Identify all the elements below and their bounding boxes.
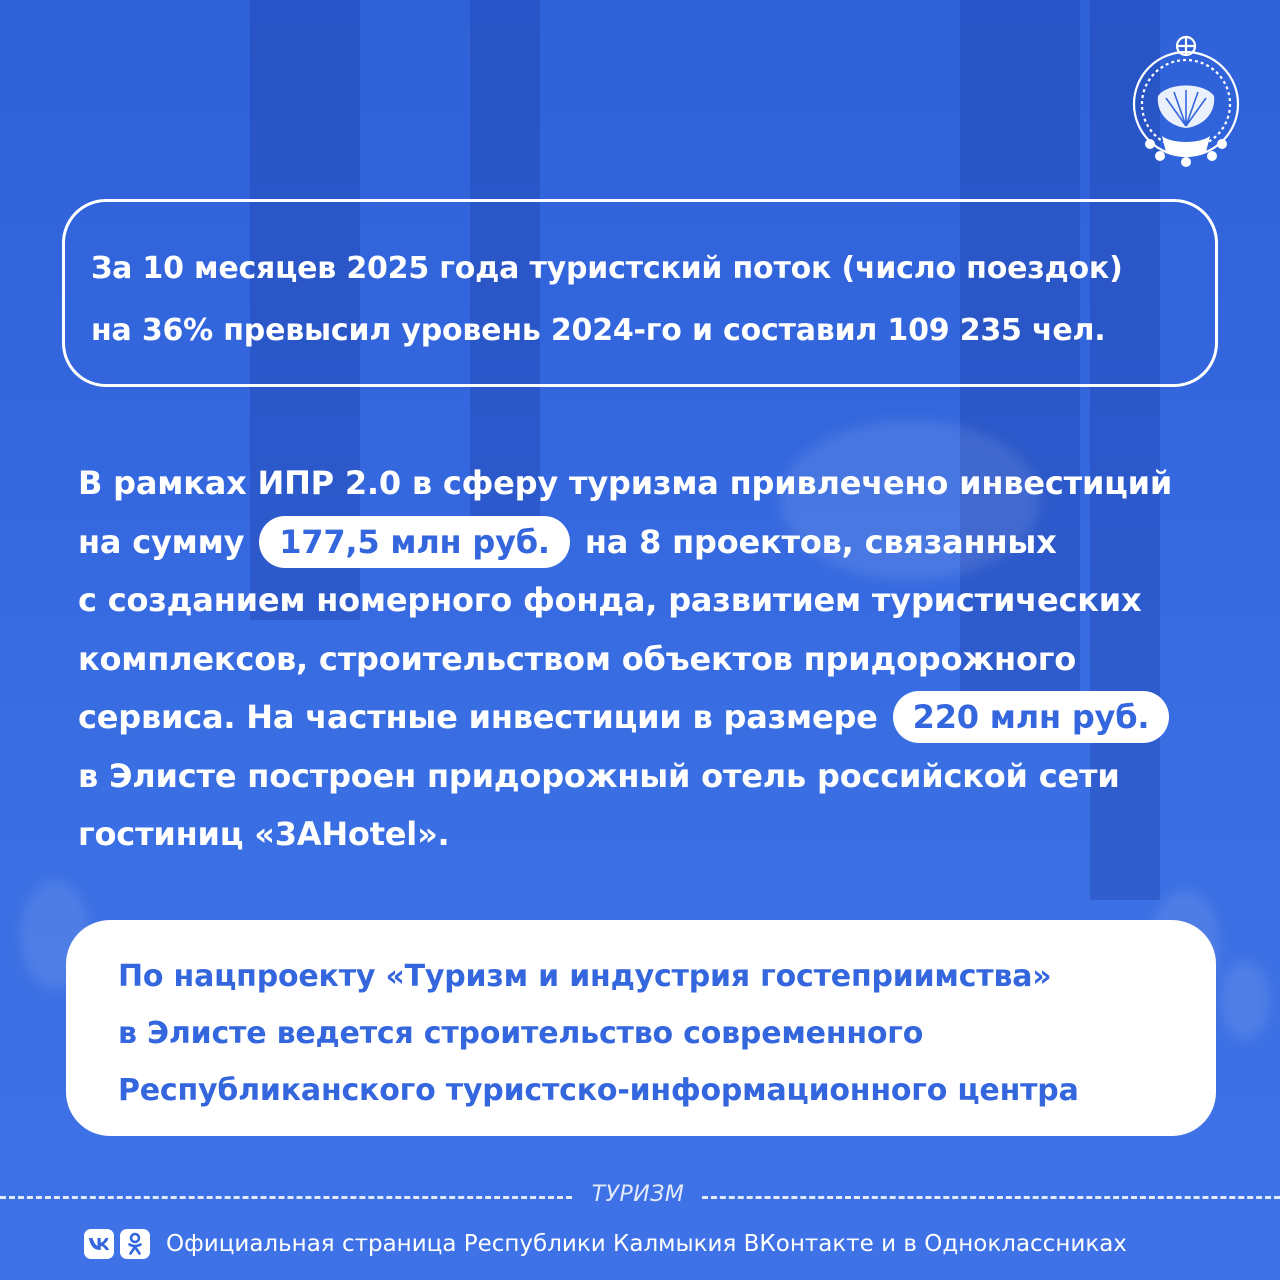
footer-text: Официальная страница Республики Калмыкия ВКонтакте и в Одноклассниках	[166, 1231, 1127, 1257]
investment-line-7: гостиниц «3AHotel».	[78, 815, 450, 853]
national-project-line-1: По нацпроекту «Туризм и индустрия гостеприимства»	[118, 959, 1052, 994]
investment-line-3: с созданием номерного фонда, развитием туристических	[78, 581, 1142, 619]
national-project-line-3: Республиканского туристско-информационного центра	[118, 1073, 1079, 1108]
tourist-flow-line-2: на 36% превысил уровень 2024-го и составил 109 235 чел.	[91, 313, 1106, 348]
investment-line-6: в Элисте построен придорожный отель российской сети	[78, 756, 1120, 795]
tourist-flow-box	[62, 199, 1218, 387]
highlight-amount-2: 220 млн руб.	[893, 691, 1170, 743]
footer	[84, 1226, 1127, 1262]
investment-line-1: В рамках ИПР 2.0 в сферу туризма привлечено инвестиций	[78, 464, 1173, 502]
investment-line-4: комплексов, строительством объектов придорожного	[78, 639, 1077, 678]
tourist-flow-text	[91, 238, 1195, 362]
investment-line-2-start: на сумму	[78, 522, 245, 561]
investment-line-2-end: на 8 проектов, связанных	[584, 522, 1057, 561]
national-project-line-2: в Элисте ведется строительство современного	[118, 1016, 924, 1051]
kalmykia-emblem-icon	[1128, 32, 1244, 168]
tourist-flow-line-1: За 10 месяцев 2025 года туристский поток (число поездок)	[91, 251, 1123, 286]
investment-paragraph	[78, 454, 1228, 864]
national-project-box	[66, 920, 1216, 1136]
section-label: ТУРИЗМ	[591, 1182, 685, 1207]
vk-icon[interactable]	[84, 1229, 114, 1259]
odnoklassniki-icon[interactable]	[120, 1229, 150, 1259]
investment-line-5-start: сервиса. На частные инвестиции в размере	[78, 698, 878, 736]
highlight-amount-1: 177,5 млн руб.	[259, 516, 570, 568]
national-project-text	[118, 948, 1196, 1119]
